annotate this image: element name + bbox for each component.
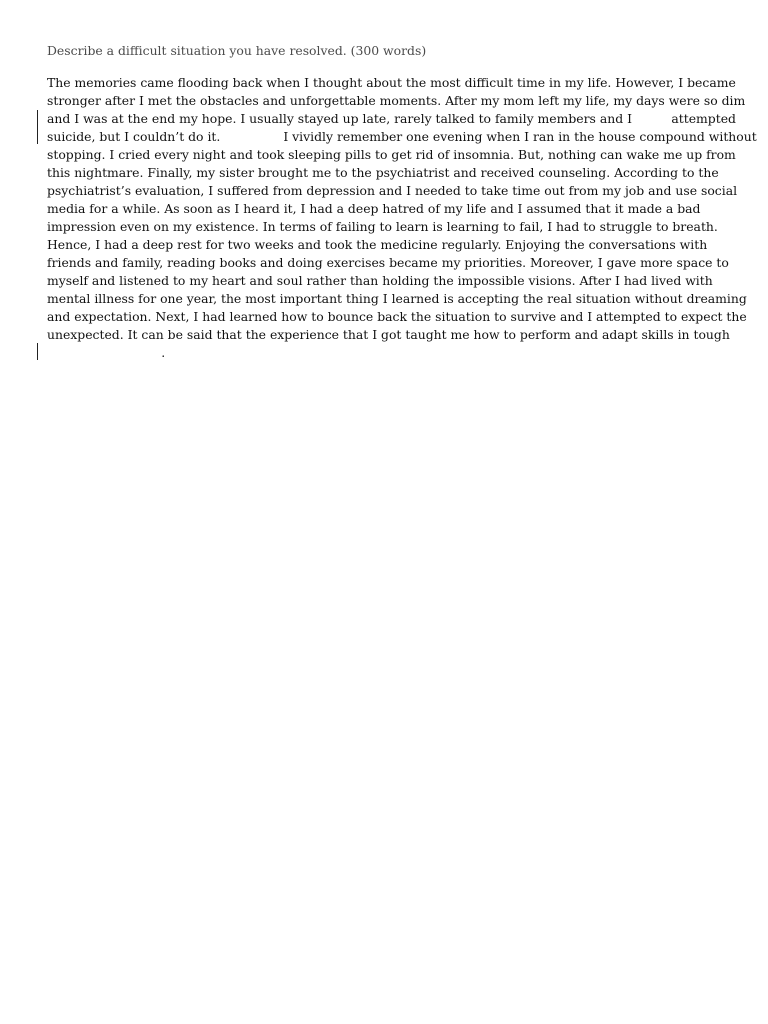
essay-line: stopping. I cried every night and took sleeping pills to get rid of insomnia. But, nothing can wake me up from	[47, 147, 736, 162]
essay-line: The memories came flooding back when I thought about the most difficult time in my life. However, I became	[47, 75, 736, 90]
essay-line: suicide, but I couldn’t do it. I vividly remember one evening when I ran in the house compound without	[47, 129, 757, 144]
essay-line: and expectation. Next, I had learned how to bounce back the situation to survive and I attempted to expect the	[47, 309, 747, 324]
essay-line: mental illness for one year, the most important thing I learned is accepting the real situation without dreaming	[47, 291, 747, 306]
essay-line: impression even on my existence. In terms of failing to learn is learning to fail, I had to struggle to breath.	[47, 219, 718, 234]
essay-line: media for a while. As soon as I heard it, I had a deep hatred of my life and I assumed that it made a bad	[47, 201, 701, 216]
essay-line: and I was at the end my hope. I usually stayed up late, rarely talked to family members and I attempted	[47, 111, 736, 126]
essay-line: myself and listened to my heart and soul rather than holding the impossible visions. After I had lived with	[47, 273, 713, 288]
essay-line: this nightmare. Finally, my sister brought me to the psychiatrist and received counseling. According to the	[47, 165, 719, 180]
essay-line: friends and family, reading books and doing exercises became my priorities. Moreover, I gave more space to	[47, 255, 729, 270]
essay-line: psychiatrist’s evaluation, I suffered from depression and I needed to take time out from my job and use social	[47, 183, 738, 198]
essay-line: unexpected. It can be said that the experience that I got taught me how to perform and adapt skills in tough	[47, 327, 730, 342]
revision-marker	[37, 110, 38, 144]
essay-prompt: Describe a difficult situation you have resolved. (300 words)	[47, 43, 427, 58]
essay-line: .	[47, 345, 166, 360]
revision-marker	[37, 343, 38, 360]
essay-line: stronger after I met the obstacles and unforgettable moments. After my mom left my life, my days were so dim	[47, 93, 746, 108]
essay-line: Hence, I had a deep rest for two weeks and took the medicine regularly. Enjoying the conversations with	[47, 237, 708, 252]
